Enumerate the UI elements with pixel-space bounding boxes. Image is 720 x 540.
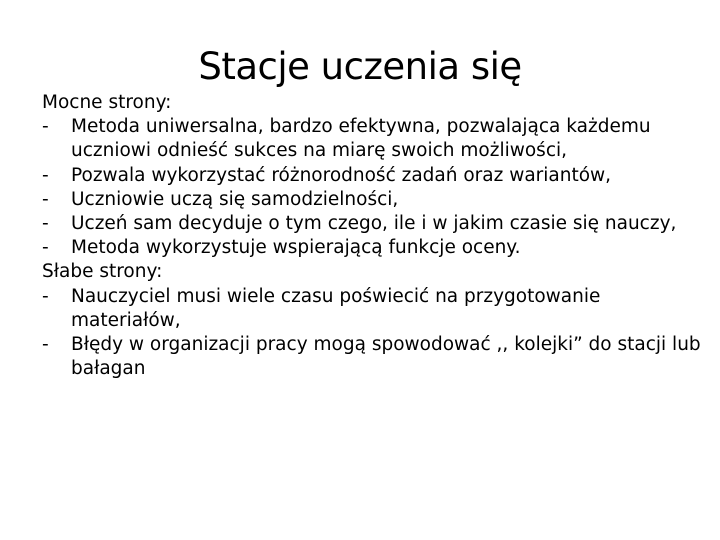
bullet-dash: -: [42, 116, 49, 138]
bullet-dash: -: [42, 164, 49, 186]
list-item: [42, 285, 702, 333]
list-item: [42, 188, 702, 212]
bullet-dash: -: [42, 285, 49, 307]
bullet-dash: -: [42, 188, 49, 210]
weaknesses-heading: Słabe strony:: [42, 261, 163, 283]
list-item: [42, 236, 702, 260]
item-text: Metoda uniwersalna, bardzo efektywna, pozwalająca każdemu uczniowi odnieść sukces na miarę swoich możliwości,: [71, 116, 651, 162]
list-item: [42, 164, 702, 188]
item-text: Pozwala wykorzystać różnorodność zadań oraz wariantów,: [71, 164, 612, 186]
bullet-dash: -: [42, 237, 49, 259]
list-item: [42, 115, 702, 163]
item-text: Uczeń sam decyduje o tym czego, ile i w jakim czasie się nauczy,: [71, 213, 677, 235]
item-text: Metoda wykorzystuje wspierającą funkcje oceny.: [71, 237, 521, 259]
list-item: [42, 212, 702, 236]
list-item: [42, 333, 702, 381]
slide-content: [42, 91, 702, 381]
bullet-dash: -: [42, 334, 49, 356]
item-text: Błędy w organizacji pracy mogą spowodować ,, kolejki” do stacji lub bałagan: [71, 334, 701, 380]
strengths-list: [42, 115, 702, 260]
strengths-heading: Mocne strony:: [42, 92, 172, 113]
item-text: Nauczyciel musi wiele czasu poświecić na przygotowanie materiałów,: [71, 285, 601, 331]
bullet-dash: -: [42, 213, 49, 235]
slide-title: Stacje uczenia się: [198, 45, 522, 88]
item-text: Uczniowie uczą się samodzielności,: [71, 188, 399, 210]
weaknesses-list: [42, 285, 702, 382]
